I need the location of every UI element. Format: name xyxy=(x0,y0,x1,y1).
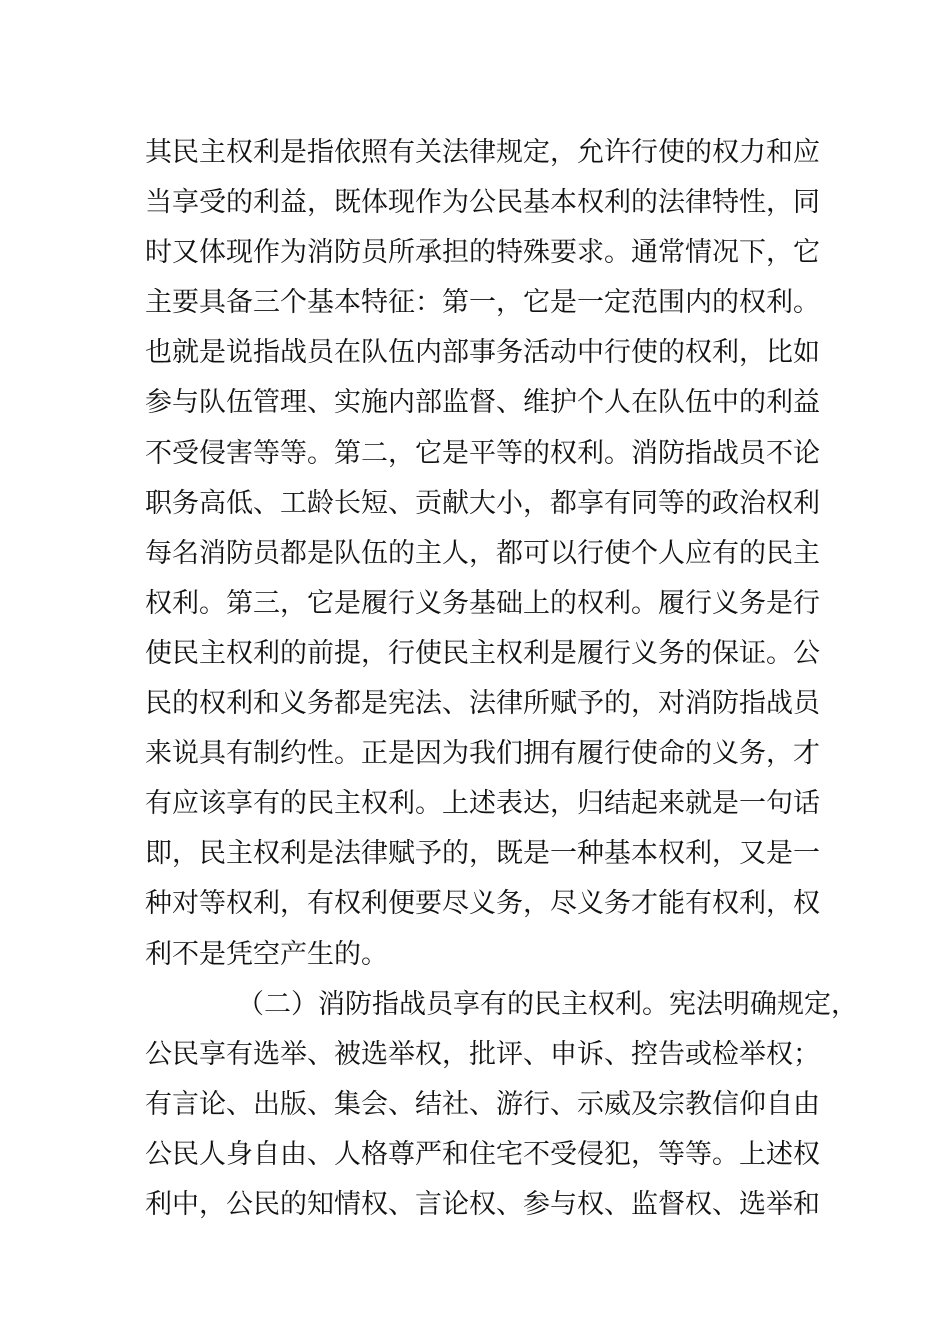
text-line: 公民享有选举、被选举权，批评、申诉、控告或检举权； xyxy=(145,1038,820,1070)
text-line: 使民主权利的前提，行使民主权利是履行义务的保证。公 xyxy=(145,637,820,669)
text-line: 来说具有制约性。正是因为我们拥有履行使命的义务，才 xyxy=(145,738,820,770)
text-line: 职务高低、工龄长短、贡献大小，都享有同等的政治权利 xyxy=(145,487,820,519)
text-line: 公民人身自由、人格尊严和住宅不受侵犯，等等。上述权 xyxy=(145,1138,820,1170)
text-line: 利中，公民的知情权、言论权、参与权、监督权、选举和 xyxy=(145,1188,820,1220)
text-line: 时又体现作为消防员所承担的特殊要求。通常情况下，它 xyxy=(145,237,820,269)
text-line: 即，民主权利是法律赋予的，既是一种基本权利，又是一 xyxy=(145,838,820,870)
text-line: 权利。第三，它是履行义务基础上的权利。履行义务是行 xyxy=(145,587,820,619)
text-line: 民的权利和义务都是宪法、法律所赋予的，对消防指战员 xyxy=(145,688,820,720)
text-line: 不受侵害等等。第二，它是平等的权利。消防指战员不论 xyxy=(145,437,820,469)
text-line: 主要具备三个基本特征：第一，它是一定范围内的权利。 xyxy=(145,287,820,319)
text-line: 参与队伍管理、实施内部监督、维护个人在队伍中的利益 xyxy=(145,387,820,419)
text-line: 有应该享有的民主权利。上述表达，归结起来就是一句话 xyxy=(145,788,820,820)
text-line: 也就是说指战员在队伍内部事务活动中行使的权利，比如 xyxy=(145,337,820,369)
text-line: 有言论、出版、集会、结社、游行、示威及宗教信仰自由 xyxy=(145,1088,820,1120)
text-line: 当享受的利益，既体现作为公民基本权利的法律特性，同 xyxy=(145,187,820,219)
text-line: 其民主权利是指依照有关法律规定，允许行使的权力和应 xyxy=(145,137,820,168)
section-heading-line: （二）消防指战员享有的民主权利。宪法明确规定， xyxy=(237,988,858,1020)
text-line: 利不是凭空产生的。 xyxy=(145,938,388,970)
text-line: 每名消防员都是队伍的主人，都可以行使个人应有的民主 xyxy=(145,537,820,569)
text-line: 种对等权利，有权利便要尽义务，尽义务才能有权利，权 xyxy=(145,888,820,920)
body-text xyxy=(145,128,858,1230)
